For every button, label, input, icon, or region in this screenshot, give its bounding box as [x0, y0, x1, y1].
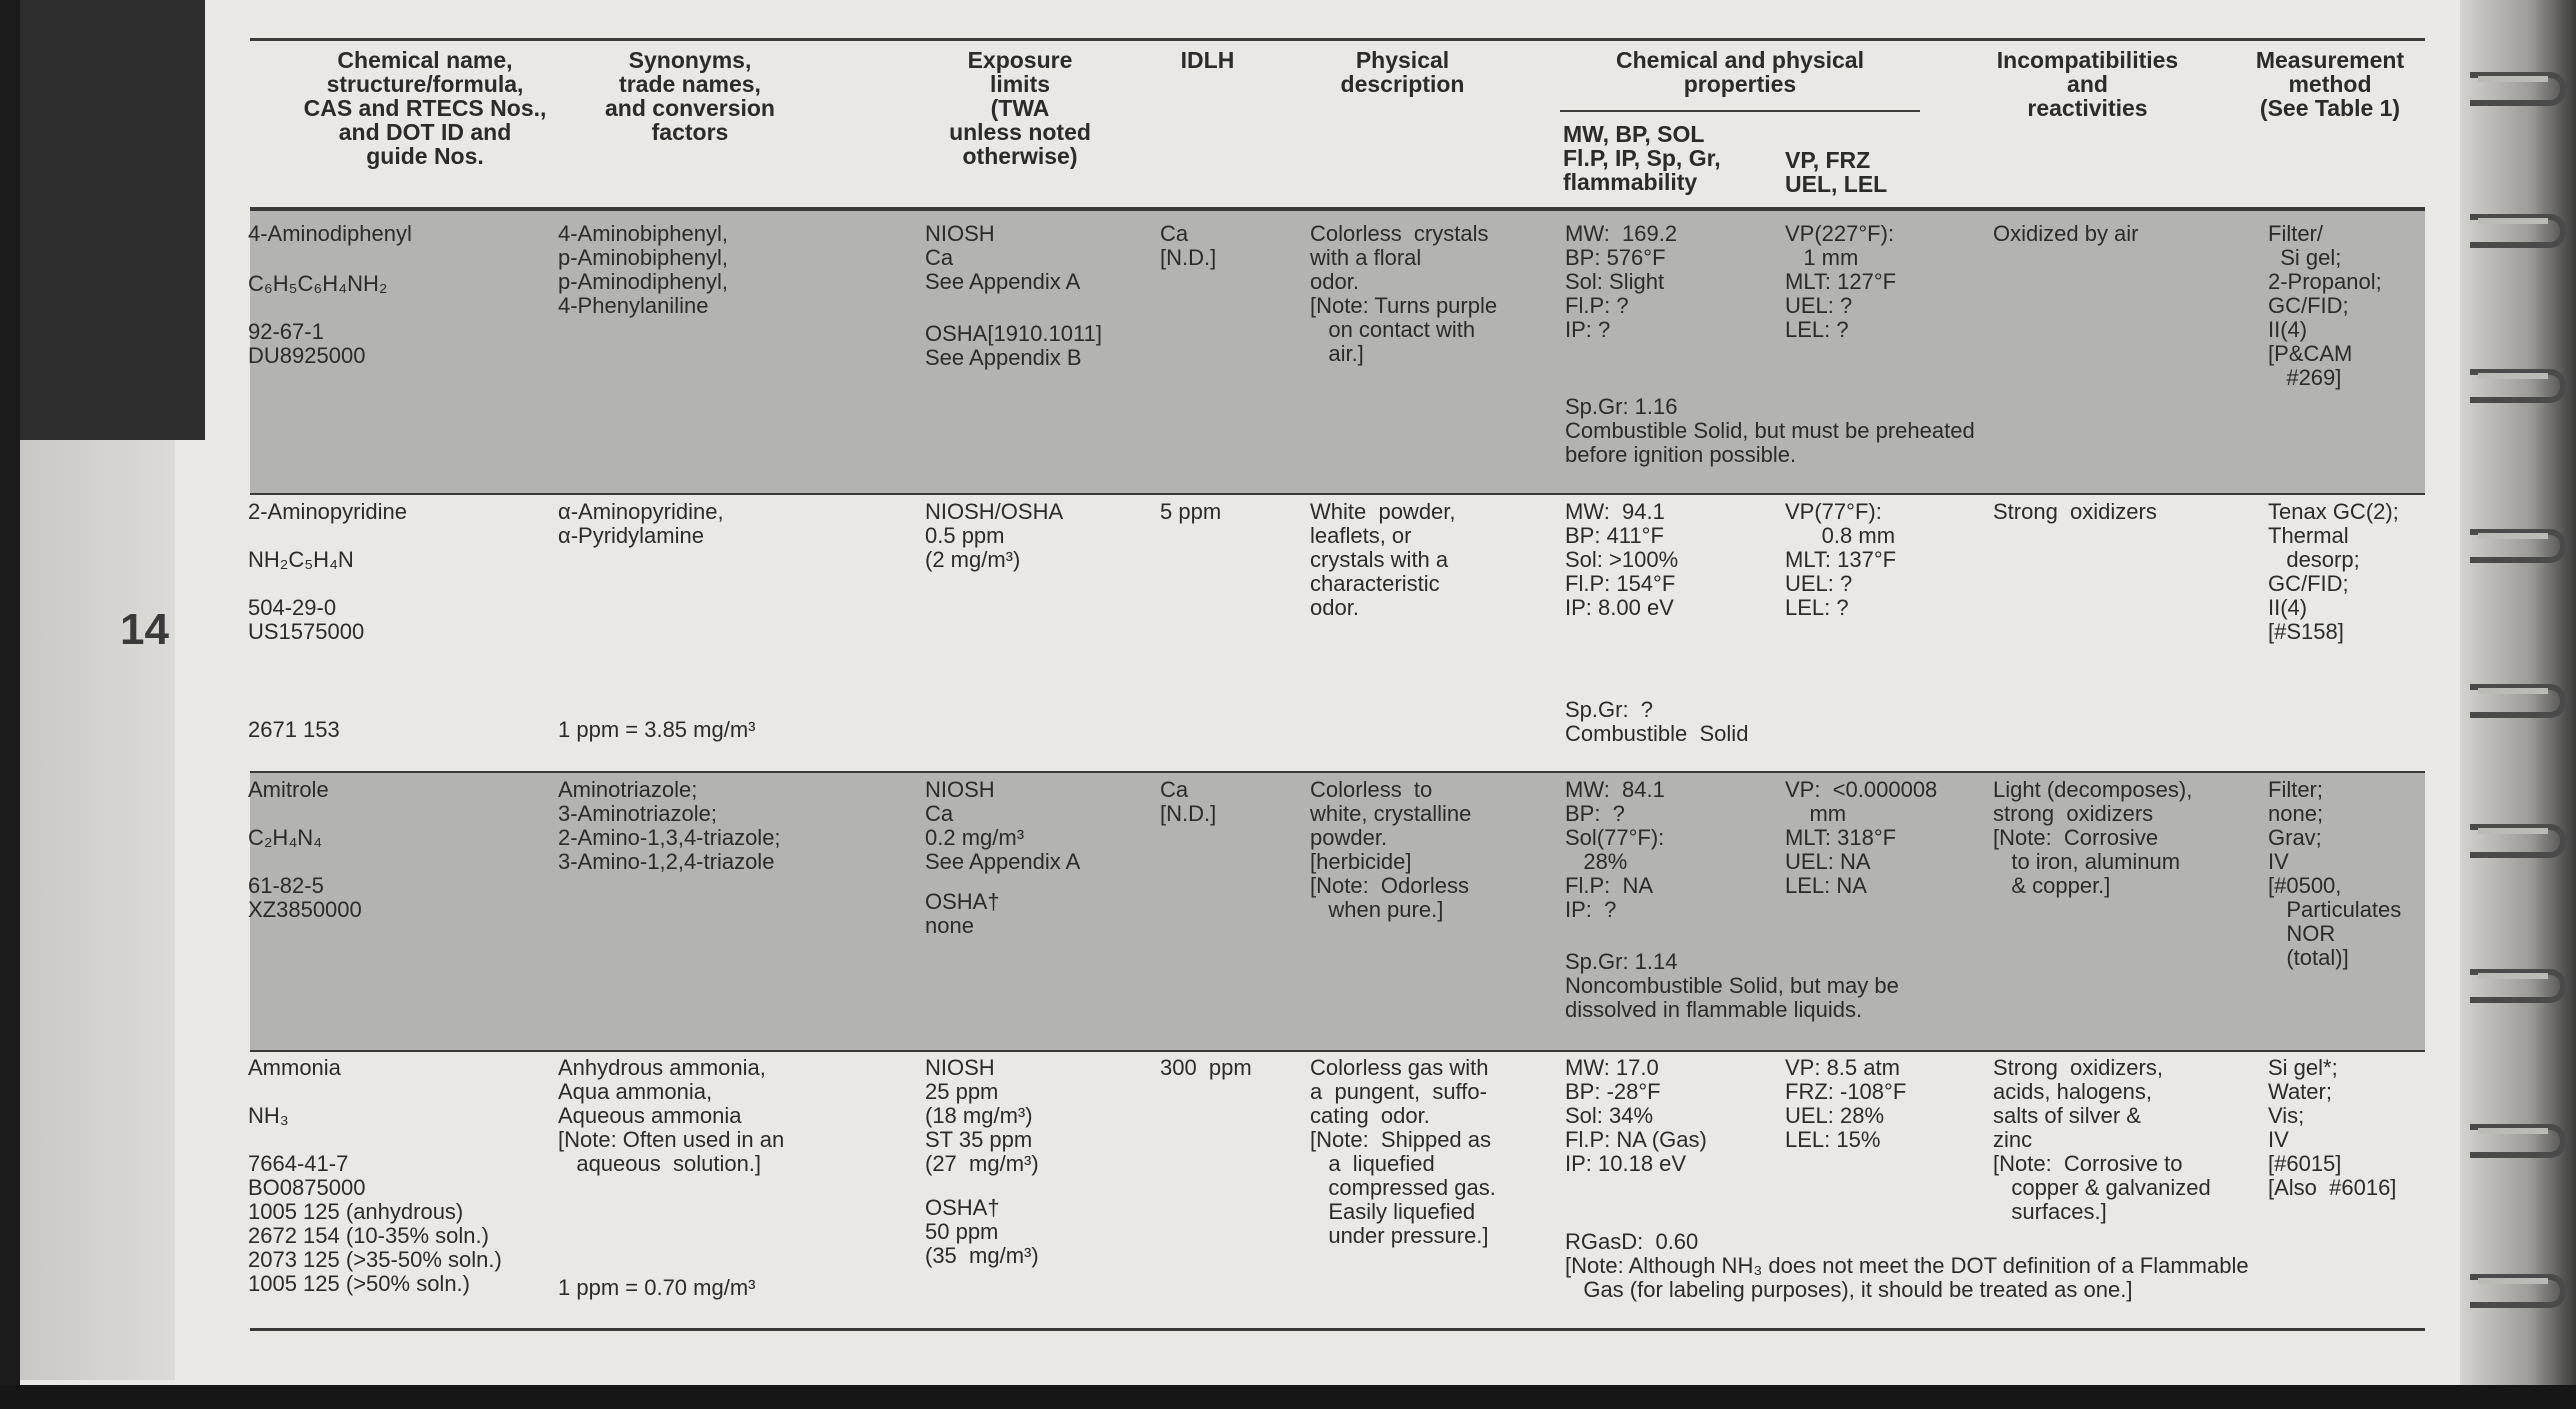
row4-synonyms: Anhydrous ammonia, Aqua ammonia, Aqueous ammonia [Note: Often used in an aqueous solution.]	[558, 1055, 785, 1176]
header-chem-phys-properties: Chemical and physical properties	[1616, 47, 1864, 97]
binding-ring	[2470, 365, 2576, 403]
binding-ring	[2470, 525, 2576, 563]
binding-ring	[2470, 68, 2576, 106]
header-mw-bp-sol: MW, BP, SOL Fl.P, IP, Sp, Gr, flammability	[1563, 121, 1721, 195]
row4-properties-left: MW: 17.0 BP: -28°F Sol: 34% Fl.P: NA (Gas) IP: 10.18 eV	[1565, 1055, 1707, 1176]
row1-chemical-name: 4-Aminodiphenyl	[248, 221, 412, 246]
row-rule-2	[250, 771, 2425, 773]
row3-properties-left: MW: 84.1 BP: ? Sol(77°F): 28% Fl.P: NA IP: ?	[1565, 777, 1665, 922]
header-idlh: IDLH	[1180, 47, 1235, 73]
bottom-edge-shadow	[0, 1385, 2576, 1409]
row2-idlh: 5 ppm	[1160, 499, 1222, 524]
header-sub-rule	[1560, 110, 1920, 112]
binding-ring	[2470, 965, 2576, 1003]
row2-exposure-niosh: NIOSH/OSHA 0.5 ppm (2 mg/m³)	[925, 499, 1064, 572]
header-physical-description: Physical description	[1340, 47, 1465, 97]
thumb-index-tab	[20, 0, 205, 440]
row1-formula: C₆H₅C₆H₄NH₂	[248, 271, 388, 296]
row3-formula: C₂H₄N₄	[248, 825, 323, 850]
row2-chemical-name: 2-Aminopyridine	[248, 499, 407, 524]
row4-properties-right: VP: 8.5 atm FRZ: -108°F UEL: 28% LEL: 15%	[1785, 1055, 1907, 1152]
row1-idlh: Ca [N.D.]	[1160, 221, 1217, 270]
row1-properties-bottom: Sp.Gr: 1.16 Combustible Solid, but must be preheated before ignition possible.	[1565, 394, 1975, 467]
row4-exposure-osha: OSHA† 50 ppm (35 mg/m³)	[925, 1195, 1039, 1268]
row3-exposure-osha: OSHA† none	[925, 889, 1000, 938]
row1-ids: 92-67-1 DU8925000	[248, 319, 366, 368]
row2-dot: 2671 153	[248, 717, 340, 742]
row3-ids: 61-82-5 XZ3850000	[248, 873, 362, 922]
header-vp-frz: VP, FRZ UEL, LEL	[1785, 147, 1888, 197]
row3-synonyms: Aminotriazole; 3-Aminotriazole; 2-Amino-1,3,4-triazole; 3-Amino-1,2,4-triazole	[558, 777, 781, 874]
row1-synonyms: 4-Aminobiphenyl, p-Aminobiphenyl, p-Aminodiphenyl, 4-Phenylaniline	[558, 221, 728, 318]
row3-exposure-niosh: NIOSH Ca 0.2 mg/m³ See Appendix A	[925, 777, 1081, 874]
row1-properties-left: MW: 169.2 BP: 576°F Sol: Slight Fl.P: ? IP: ?	[1565, 221, 1678, 342]
row1-properties-right: VP(227°F): 1 mm MLT: 127°F UEL: ? LEL: ?	[1785, 221, 1897, 342]
row-rule-1	[250, 493, 2425, 495]
binding-ring	[2470, 1120, 2576, 1158]
row3-properties-right: VP: <0.000008 mm MLT: 318°F UEL: NA LEL: NA	[1785, 777, 1938, 898]
row1-physical-description: Colorless crystals with a floral odor. [Note: Turns purple on contact with air.]	[1310, 221, 1498, 366]
page-number: 14	[120, 605, 169, 654]
row2-properties-left: MW: 94.1 BP: 411°F Sol: >100% Fl.P: 154°F IP: 8.00 eV	[1565, 499, 1679, 620]
binding-ring	[2470, 680, 2576, 718]
row4-exposure-niosh: NIOSH 25 ppm (18 mg/m³) ST 35 ppm (27 mg/m³)	[925, 1055, 1039, 1176]
row3-chemical-name: Amitrole	[248, 777, 329, 802]
row4-incompatibilities: Strong oxidizers, acids, halogens, salts of silver & zinc [Note: Corrosive to copper & galvanized surfaces.]	[1993, 1055, 2211, 1224]
row2-properties-bottom: Sp.Gr: ? Combustible Solid	[1565, 697, 1749, 746]
row4-conversion: 1 ppm = 0.70 mg/m³	[558, 1275, 756, 1300]
row1-exposure-niosh: NIOSH Ca See Appendix A	[925, 221, 1081, 294]
row-rule-3	[250, 1050, 2425, 1052]
page-margin-shadow	[20, 440, 175, 1380]
header-synonyms: Synonyms, trade names, and conversion factors	[605, 47, 775, 145]
header-chemical-name: Chemical name, structure/formula, CAS and RTECS Nos., and DOT ID and guide Nos.	[303, 47, 547, 169]
row3-incompatibilities: Light (decomposes), strong oxidizers [Note: Corrosive to iron, aluminum & copper.]	[1993, 777, 2193, 898]
row3-properties-bottom: Sp.Gr: 1.14 Noncombustible Solid, but may be dissolved in flammable liquids.	[1565, 949, 1899, 1022]
row2-method: Tenax GC(2); Thermal desorp; GC/FID; II(4) [#S158]	[2268, 499, 2399, 644]
row4-ids: 7664-41-7 BO0875000 1005 125 (anhydrous) 2672 154 (10-35% soln.) 2073 125 (>35-50% soln.) 1005 125 (>50% soln.)	[248, 1151, 502, 1296]
table-top-rule	[250, 38, 2425, 41]
table-bottom-rule	[250, 1328, 2425, 1331]
row2-properties-right: VP(77°F): 0.8 mm MLT: 137°F UEL: ? LEL: ?	[1785, 499, 1897, 620]
row2-synonyms: α-Aminopyridine, α-Pyridylamine	[558, 499, 724, 548]
binding-ring	[2470, 1270, 2576, 1308]
row2-incompatibilities: Strong oxidizers	[1993, 499, 2157, 524]
row2-formula: NH₂C₅H₄N	[248, 547, 354, 572]
row2-conversion: 1 ppm = 3.85 mg/m³	[558, 717, 756, 742]
row4-physical-description: Colorless gas with a pungent, suffo- cating odor. [Note: Shipped as a liquefied compressed gas. Easily liquefied under pressure.]	[1310, 1055, 1496, 1248]
binding-ring	[2470, 210, 2576, 248]
row4-properties-bottom: RGasD: 0.60 [Note: Although NH₃ does not meet the DOT definition of a Flammable Gas (for labeling purposes), it should be treated as one.]	[1565, 1229, 2249, 1302]
header-incompatibilities: Incompatibilities and reactivities	[1996, 47, 2179, 121]
row4-formula: NH₃	[248, 1103, 289, 1128]
row1-exposure-osha: OSHA[1910.1011] See Appendix B	[925, 321, 1102, 370]
binding-ring	[2470, 820, 2576, 858]
row4-method: Si gel*; Water; Vis; IV [#6015] [Also #6016]	[2268, 1055, 2397, 1200]
row4-chemical-name: Ammonia	[248, 1055, 341, 1080]
row1-incompatibilities: Oxidized by air	[1993, 221, 2139, 246]
row3-method: Filter; none; Grav; IV [#0500, Particulates NOR (total)]	[2268, 777, 2402, 970]
row3-physical-description: Colorless to white, crystalline powder. [herbicide] [Note: Odorless when pure.]	[1310, 777, 1472, 922]
header-exposure-limits: Exposure limits (TWA unless noted otherwise)	[949, 47, 1091, 169]
row3-idlh: Ca [N.D.]	[1160, 777, 1217, 826]
header-measurement-method: Measurement method (See Table 1)	[2255, 47, 2405, 121]
header-bottom-rule	[250, 207, 2425, 211]
row2-ids: 504-29-0 US1575000	[248, 595, 365, 644]
row1-method: Filter/ Si gel; 2-Propanol; GC/FID; II(4) [P&CAM #269]	[2268, 221, 2382, 390]
row4-idlh: 300 ppm	[1160, 1055, 1252, 1080]
row2-physical-description: White powder, leaflets, or crystals with a characteristic odor.	[1310, 499, 1456, 620]
